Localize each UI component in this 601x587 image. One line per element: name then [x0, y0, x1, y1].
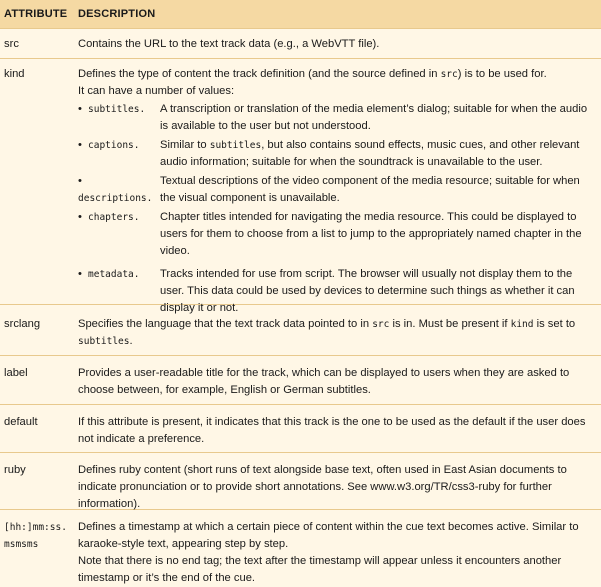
header-attribute: ATTRIBUTE: [4, 7, 68, 20]
desc-label: Provides a user-readable title for the track, which can be displayed to users when they are asked to choose between, for example, English or German subtitles.: [78, 367, 570, 396]
row-label: [0, 355, 601, 404]
value-chapters: • chapters. Chapter titles intended for navigating the media resource. This could be displayed to users for them to choose from a list to jump to the appropriately named chapter in the video.: [78, 211, 582, 257]
desc-ruby: Defines ruby content (short runs of text alongside base text, often used in East Asian documents to indicate pronunciation or to provide short annotations. See www.w3.org/TR/css3-ruby for further information).: [78, 464, 567, 510]
value-subtitles: • subtitles. A transcription or translation of the media element’s dialog; suitable for when the audio is available to the user but not understood.: [78, 103, 588, 132]
value-descriptions: •descriptions. Textual descriptions of the video component of the media resource; suitable for when the visual component is unavailable.: [78, 175, 580, 204]
kind-values: [78, 101, 597, 317]
table-header: [0, 0, 601, 28]
kind-intro-2: It can have a number of values:: [78, 85, 235, 97]
desc-kind: [78, 66, 601, 314]
header-description: DESCRIPTION: [78, 7, 156, 20]
desc-src: Contains the URL to the text track data (e.g., a WebVTT file).: [78, 38, 380, 50]
attr-default: default: [4, 416, 38, 428]
desc-srclang: Specifies the language that the text track data pointed to in src is in. Must be present if kind is set to subtitles.: [78, 318, 576, 347]
row-kind: [0, 58, 601, 314]
value-metadata: • metadata. Tracks intended for use from script. The browser will usually not display them to the user. This data could be used by devices to determine such things as whether it can display it or not.: [78, 268, 575, 314]
row-src: [0, 28, 601, 58]
attr-kind: kind: [4, 68, 25, 80]
attr-ruby: ruby: [4, 464, 26, 476]
desc-timestamp: Defines a timestamp at which a certain piece of content within the cue text becomes active. Similar to karaoke-style text, appearing step by step. Note that there is no end tag; the text after the timestamp will appear unless it encounters another timestamp or it’s the end of the cue.: [78, 521, 579, 584]
row-ruby: [0, 452, 601, 509]
row-timestamp: [0, 509, 601, 584]
value-captions: • captions. Similar to subtitles, but also contains sound effects, music cues, and other relevant audio information; suitable for when the soundtrack is unavailable to the user.: [78, 139, 580, 168]
attr-src: src: [4, 38, 19, 50]
attr-timestamp: [hh:]mm:ss. msmsms: [4, 522, 67, 550]
kind-intro: Defines the type of content the track definition (and the source defined in src) is to be used for.: [78, 68, 547, 80]
attr-srclang: srclang: [4, 318, 41, 330]
attr-label: label: [4, 367, 28, 379]
row-default: [0, 404, 601, 452]
desc-default: If this attribute is present, it indicates that this track is the one to be used as the default if the user does not indicate a preference.: [78, 416, 586, 445]
